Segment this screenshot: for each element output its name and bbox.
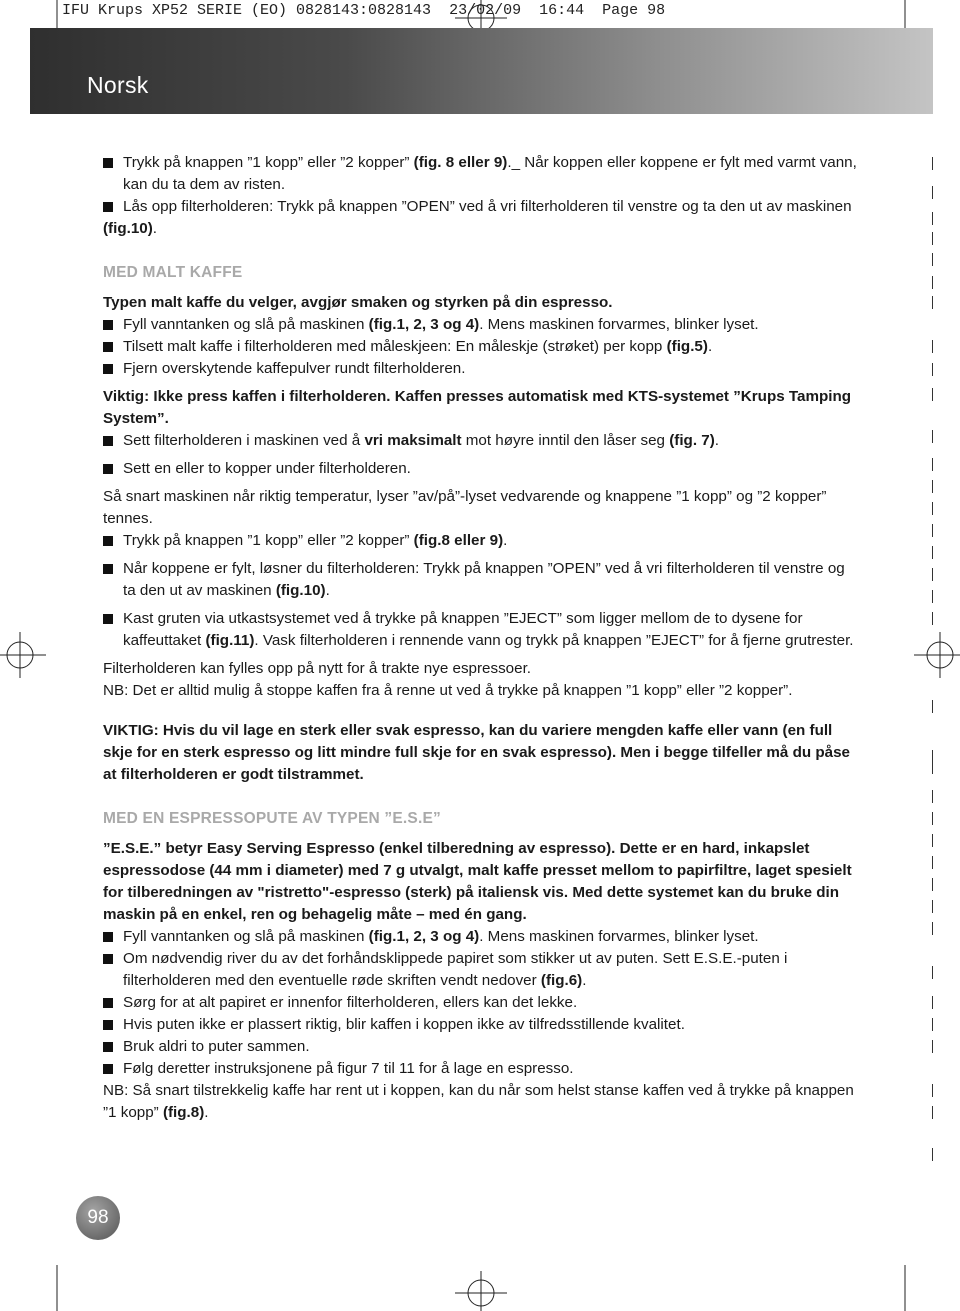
edge-tick xyxy=(932,966,933,979)
edge-tick xyxy=(932,296,933,309)
edge-tick xyxy=(932,340,933,353)
section-lead: Typen malt kaffe du velger, avgjør smaken og styrken på din espresso. xyxy=(103,294,613,311)
important-note: Viktig: Ikke press kaffen i filterholderen. Kaffen presses automatisk med KTS-systemet ”Krups Tamping System”. xyxy=(103,388,852,427)
registration-mark-left xyxy=(0,632,46,678)
edge-tick xyxy=(932,253,933,266)
edge-tick xyxy=(932,1148,933,1161)
edge-tick xyxy=(932,922,933,935)
edge-tick xyxy=(932,502,933,515)
note-paragraph: NB: Det er alltid mulig å stoppe kaffen fra å renne ut ved å trykke på knappen ”1 kopp” eller ”2 kopper”. xyxy=(103,682,793,699)
edge-tick xyxy=(932,900,933,913)
edge-tick xyxy=(932,430,933,443)
registration-mark-right xyxy=(914,632,960,678)
edge-tick xyxy=(932,812,933,825)
edge-tick xyxy=(932,996,933,1009)
edge-tick xyxy=(932,1018,933,1031)
list-item: Kast gruten via utkastsystemet ved å trykke på knappen ”EJECT” som ligger mellom de to dysene for kaffeuttaket (fig.11). Vask filterholderen i rennende vann og trykk på knappen ”EJECT” for å fjerne grutrester. xyxy=(103,608,861,652)
section-heading-ese: MED EN ESPRESSOPUTE AV TYPEN ”E.S.E” xyxy=(103,810,441,827)
edge-tick xyxy=(932,790,933,803)
list-item: Sett en eller to kopper under filterholderen. xyxy=(103,458,861,480)
list-item: Bruk aldri to puter sammen. xyxy=(103,1036,861,1058)
edge-tick xyxy=(932,856,933,869)
header-band xyxy=(30,28,933,114)
edge-tick xyxy=(932,1106,933,1119)
edge-tick xyxy=(932,546,933,559)
edge-tick xyxy=(932,834,933,847)
list-item: Fyll vanntanken og slå på maskinen (fig.1, 2, 3 og 4). Mens maskinen forvarmes, blinker lyset. xyxy=(103,926,861,948)
list-item: Sørg for at alt papiret er innenfor filterholderen, ellers kan det lekke. xyxy=(103,992,861,1014)
list-item: Fyll vanntanken og slå på maskinen (fig.1, 2, 3 og 4). Mens maskinen forvarmes, blinker lyset. xyxy=(103,314,861,336)
edge-tick xyxy=(932,232,933,245)
edge-tick xyxy=(932,363,933,376)
list-item: Tilsett malt kaffe i filterholderen med måleskjeen: En måleskje (strøket) per kopp (fig.5). xyxy=(103,336,861,358)
page-number-badge: 98 xyxy=(76,1196,120,1240)
list-item: Trykk på knappen ”1 kopp” eller ”2 kopper” (fig. 8 eller 9)._ Når koppen eller koppene er fylt med varmt vann, kan du ta dem av risten. xyxy=(103,152,861,196)
edge-tick xyxy=(932,1040,933,1053)
warning-paragraph: VIKTIG: Hvis du vil lage en sterk eller svak espresso, kan du variere mengden kaffe eller vann (en full skje for en sterk espresso og litt mindre full skje for en svak espresso). Men i begge tilfeller må du påse at filterholderen er godt tilstrammet. xyxy=(103,722,850,783)
edge-tick xyxy=(932,700,933,713)
edge-tick xyxy=(932,276,933,289)
language-title: Norsk xyxy=(87,72,149,98)
section-heading-ground-coffee: MED MALT KAFFE xyxy=(103,264,243,281)
crop-marks-bottom xyxy=(0,1265,960,1311)
edge-tick xyxy=(932,1084,933,1097)
paragraph: Så snart maskinen når riktig temperatur, lyser ”av/på”-lyset vedvarende og knappene ”1 kopp” og ”2 kopper” tennes. xyxy=(103,488,827,527)
list-item: Trykk på knappen ”1 kopp” eller ”2 kopper” (fig.8 eller 9). xyxy=(103,530,861,552)
ese-description: ”E.S.E.” betyr Easy Serving Espresso (enkel tilberedning av espresso). Dette er en hard, inkapslet espressodose (44 mm i diameter) med 7 g utvalgt, malt kaffe presset mellom to papirfiltre, laget spesielt for tilberedningen av "ristretto"-espresso (sterk) på italiensk vis. Med dette systemet kan du bruke din maskin på en enkel, ren og behagelig måte – med én gang. xyxy=(103,840,852,923)
edge-tick xyxy=(932,388,933,401)
list-item: Lås opp filterholderen: Trykk på knappen ”OPEN” ved å vri filterholderen til venstre og ta den ut av maskinen (fig.10). xyxy=(103,196,861,240)
list-item: Sett filterholderen i maskinen ved å vri maksimalt mot høyre inntil den låser seg (fig. 7). xyxy=(103,430,861,452)
edge-tick xyxy=(932,590,933,603)
edge-tick xyxy=(932,186,933,199)
edge-tick xyxy=(932,878,933,891)
note-paragraph: NB: Så snart tilstrekkelig kaffe har rent ut i koppen, kan du når som helst stanse kaffen ved å trykke på knappen ”1 kopp” (fig.8). xyxy=(103,1082,854,1121)
list-item: Følg deretter instruksjonene på figur 7 til 11 for å lage en espresso. xyxy=(103,1058,861,1080)
edge-tick xyxy=(932,157,933,170)
list-item: Fjern overskytende kaffepulver rundt filterholderen. xyxy=(103,358,861,380)
edge-tick xyxy=(932,524,933,537)
list-item: Når koppene er fylt, løsner du filterholderen: Trykk på knappen ”OPEN” ved å vri filterholderen til venstre og ta den ut av maskinen (fig.10). xyxy=(103,558,861,602)
instruction-text xyxy=(103,152,861,1124)
edge-tick xyxy=(932,212,933,225)
edge-tick xyxy=(932,480,933,493)
list-item: Om nødvendig river du av det forhåndsklippede papiret som stikker ut av puten. Sett E.S.E.-puten i filterholderen med den eventuelle røde skriften vendt nedover (fig.6). xyxy=(103,948,861,992)
edge-tick xyxy=(932,612,933,625)
print-slug: IFU Krups XP52 SERIE (EO) 0828143:0828143 23/02/09 16:44 Page 98 xyxy=(62,2,666,19)
paragraph: Filterholderen kan fylles opp på nytt for å trakte nye espressoer. xyxy=(103,660,532,677)
list-item: Hvis puten ikke er plassert riktig, blir kaffen i koppen ikke av tilfredsstillende kvalitet. xyxy=(103,1014,861,1036)
edge-tick xyxy=(932,750,933,774)
edge-tick xyxy=(932,568,933,581)
edge-tick xyxy=(932,458,933,471)
